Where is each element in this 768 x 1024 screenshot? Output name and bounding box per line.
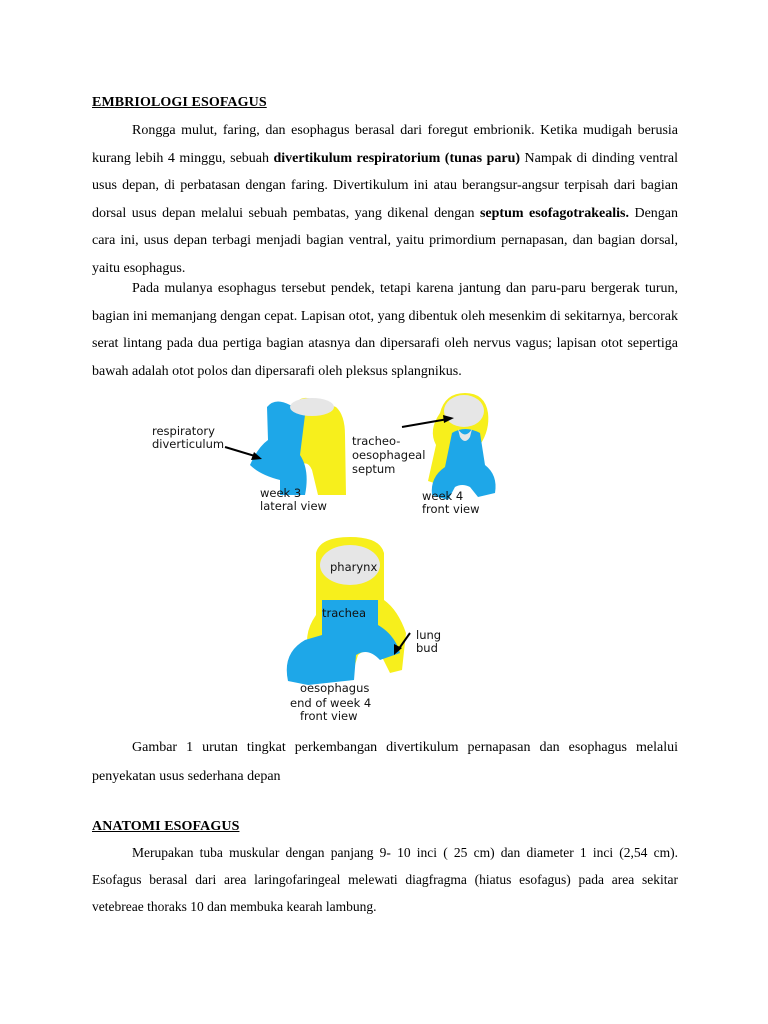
label-end-of-week4: end of week 4 [290,696,372,710]
label-end-front-view: front view [300,709,358,723]
paragraph-anatomi-1: Merupakan tuba muskular dengan panjang 9- 10 inci ( 25 cm) dan diameter 1 inci (2,54 cm). Esofagus berasal dari area laringofaringeal melewati diagfragma (hiatus esofagus) pada area sekitar vetebreae thoraks 10 dan membuka kearah lambung. [92,845,678,914]
text-run: Nampak di dinding ventral usus depan, di perbatasan dengan faring. Divertikulum ini atau berangsur-angsur terpisah dari bagian dorsal usus depan melalui sebuah pembatas, yang dikenal dengan [92,150,678,221]
label-week4: week 4 [422,489,464,503]
text-run: Rongga mulut, faring, dan esophagus berasal dari foregut embrionik. Ketika mudigah berusia kurang lebih 4 minggu, sebuah [92,123,678,166]
label-lung: lung [416,628,442,642]
label-pharynx: pharynx [330,560,378,574]
label-tracheo: tracheo- [352,434,401,448]
text-run: Dengan cara ini, usus depan terbagi menjadi bagian ventral, yaitu primordium pernapasan, dan bagian dorsal, yaitu esophagus. [92,205,678,276]
week3-lumen [290,398,334,416]
label-trachea: trachea [322,606,367,620]
label-oesophagus: oesophagus [300,681,370,695]
figure-caption: Gambar 1 urutan tingkat perkembangan divertikulum pernapasan dan esophagus melalui penyekatan usus sederhana depan [92,740,678,784]
bold-term-divertikulum: divertikulum respiratorium (tunas paru) [273,150,521,166]
paragraph-embriologi-2: Pada mulanya esophagus tersebut pendek, tetapi karena jantung dan paru-paru bergerak turun, bagian ini memanjang dengan cepat. Lapisan otot, yang dibentuk oleh mesenkim di sekitarnya, bercorak serat lintang pada dua pertiga bagian atasnya dan dipersarafi oleh nervus vagus; lapisan otot sepertiga bawah adalah otot polos dan dipersarafi oleh pleksus splangnikus. [92,281,678,379]
label-diverticulum: diverticulum [152,437,225,451]
label-bud: bud [416,641,438,655]
heading-anatomi: ANATOMI ESOFAGUS [92,819,240,834]
esophagus-development-diagram [140,385,540,730]
heading-embriologi: EMBRIOLOGI ESOFAGUS [92,95,267,110]
label-oesophageal: oesophageal [352,448,426,462]
label-week4-front-view: front view [422,502,480,516]
label-respiratory: respiratory [152,424,215,438]
week4-illustration [402,393,496,500]
bold-term-septum: septum esofagotrakealis. [479,205,629,221]
week3-illustration [225,398,346,495]
week3-blue-bud [250,401,307,495]
label-week3: week 3 [260,486,302,500]
week4-lumen [444,395,484,427]
paragraph-embriologi-1 [92,117,678,282]
embryology-figure [140,385,540,730]
label-septum: septum [352,462,396,476]
label-lateral-view: lateral view [260,499,327,513]
